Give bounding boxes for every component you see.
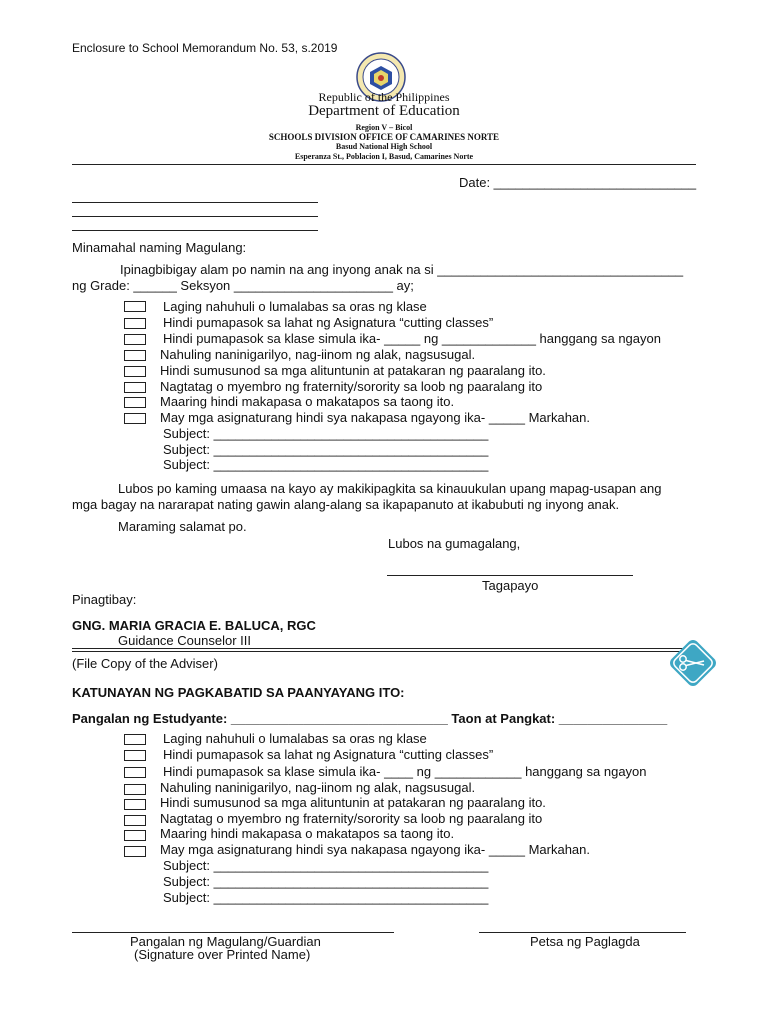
counselor-name: GNG. MARIA GRACIA E. BALUCA, RGC xyxy=(72,618,316,633)
address-line xyxy=(72,230,318,231)
item-text: Maaring hindi makapasa o makatapos sa taong ito. xyxy=(160,394,455,409)
subject-line: Subject: ______________________________________ xyxy=(163,426,489,441)
address-line xyxy=(72,202,318,203)
guardian-sub-label: (Signature over Printed Name) xyxy=(134,947,311,962)
subject-line: Subject: ______________________________________ xyxy=(163,457,489,472)
enclosure-note: Enclosure to School Memorandum No. 53, s.2019 xyxy=(72,41,338,55)
adviser-signature-line xyxy=(387,575,633,576)
intro-line-1: Ipinagbibigay alam po namin na ang inyong anak na si __________________________________ xyxy=(120,262,684,277)
checkbox xyxy=(124,334,146,345)
item-text: Nagtatag o myembro ng fraternity/sorority sa loob ng paaralang ito xyxy=(160,811,543,826)
approved-label: Pinagtibay: xyxy=(72,592,137,607)
address-text: Esperanza St., Poblacion I, Basud, Camarines Norte xyxy=(294,152,474,161)
guardian-signature-line xyxy=(72,932,394,933)
division-text: SCHOOLS DIVISION OFFICE OF CAMARINES NORTE xyxy=(268,132,500,142)
checkbox xyxy=(124,830,146,841)
intro-line-2: ng Grade: ______ Seksyon ______________________ ay; xyxy=(72,278,414,293)
item-text: Hindi pumapasok sa klase simula ika- ____ ng ____________ hanggang sa ngayon xyxy=(163,764,647,779)
republic-text: Republic of the Philippines xyxy=(318,90,450,104)
checkbox xyxy=(124,799,146,810)
checkbox xyxy=(124,318,146,329)
item-text: Hindi sumusunod sa mga alituntunin at patakaran ng paaralang ito. xyxy=(160,795,546,810)
school-text: Basud National High School xyxy=(335,142,433,151)
address-line xyxy=(72,216,318,217)
checkbox xyxy=(124,767,146,778)
checkbox xyxy=(124,784,146,795)
item-text: Laging nahuhuli o lumalabas sa oras ng klase xyxy=(163,731,427,746)
checkbox xyxy=(124,734,146,745)
item-text: May mga asignaturang hindi sya nakapasa ngayong ika- _____ Markahan. xyxy=(160,410,590,425)
closing-para-line-2: mga bagay na nararapat nating gawin alang-alang sa ikapapanuto at ikabubuti ng inyong anak. xyxy=(72,497,620,512)
checkbox xyxy=(124,750,146,761)
item-text: Hindi pumapasok sa lahat ng Asignatura “cutting classes” xyxy=(163,747,494,762)
file-copy-note: (File Copy of the Adviser) xyxy=(72,656,218,671)
item-text: May mga asignaturang hindi sya nakapasa ngayong ika- _____ Markahan. xyxy=(160,842,590,857)
thanks-text: Maraming salamat po. xyxy=(118,519,247,534)
checkbox xyxy=(124,301,146,312)
item-text: Laging nahuhuli o lumalabas sa oras ng klase xyxy=(163,299,427,314)
checkbox xyxy=(124,397,146,408)
cut-line-bottom xyxy=(72,651,684,652)
checkbox xyxy=(124,815,146,826)
subject-line: Subject: ______________________________________ xyxy=(163,874,489,889)
cut-line-top xyxy=(72,648,684,649)
item-text: Hindi sumusunod sa mga alituntunin at patakaran ng paaralang ito. xyxy=(160,363,546,378)
checkbox xyxy=(124,382,146,393)
checkbox xyxy=(124,846,146,857)
closing-para-line-1: Lubos po kaming umaasa na kayo ay makikipagkita sa kinauukulan upang mapag-usapan ang xyxy=(118,481,662,496)
region-text: Region V – Bicol xyxy=(355,123,413,132)
checkbox xyxy=(124,366,146,377)
salutation: Minamahal naming Magulang: xyxy=(72,240,247,255)
checkbox xyxy=(124,413,146,424)
counselor-title: Guidance Counselor III xyxy=(118,633,251,648)
item-text: Nahuling naninigarilyo, nag-iinom ng alak, nagsusugal. xyxy=(160,780,476,795)
item-text: Nagtatag o myembro ng fraternity/sorority sa loob ng paaralang ito xyxy=(160,379,543,394)
date-field: Date: ____________________________ xyxy=(459,175,697,190)
date-signed-label: Petsa ng Paglagda xyxy=(530,934,640,949)
subject-line: Subject: ______________________________________ xyxy=(163,858,489,873)
checkbox xyxy=(124,350,146,361)
item-text: Hindi pumapasok sa lahat ng Asignatura “cutting classes” xyxy=(163,315,494,330)
item-text: Hindi pumapasok sa klase simula ika- _____ ng _____________ hanggang sa ngayon xyxy=(163,331,661,346)
scissors-icon xyxy=(664,634,722,692)
item-text: Nahuling naninigarilyo, nag-iinom ng alak, nagsusugal. xyxy=(160,347,476,362)
subject-line: Subject: ______________________________________ xyxy=(163,890,489,905)
student-line: Pangalan ng Estudyante: ______________________________ Taon at Pangkat: _______________ xyxy=(72,711,668,726)
regards-text: Lubos na gumagalang, xyxy=(388,536,521,551)
date-signed-line xyxy=(479,932,686,933)
reply-title: KATUNAYAN NG PAGKABATID SA PAANYAYANG ITO: xyxy=(72,685,405,700)
subject-line: Subject: ______________________________________ xyxy=(163,442,489,457)
item-text: Maaring hindi makapasa o makatapos sa taong ito. xyxy=(160,826,455,841)
header-divider xyxy=(72,164,696,165)
adviser-label: Tagapayo xyxy=(482,578,539,593)
department-text: Department of Education xyxy=(308,103,460,119)
guardian-label: Pangalan ng Magulang/Guardian xyxy=(130,934,321,949)
